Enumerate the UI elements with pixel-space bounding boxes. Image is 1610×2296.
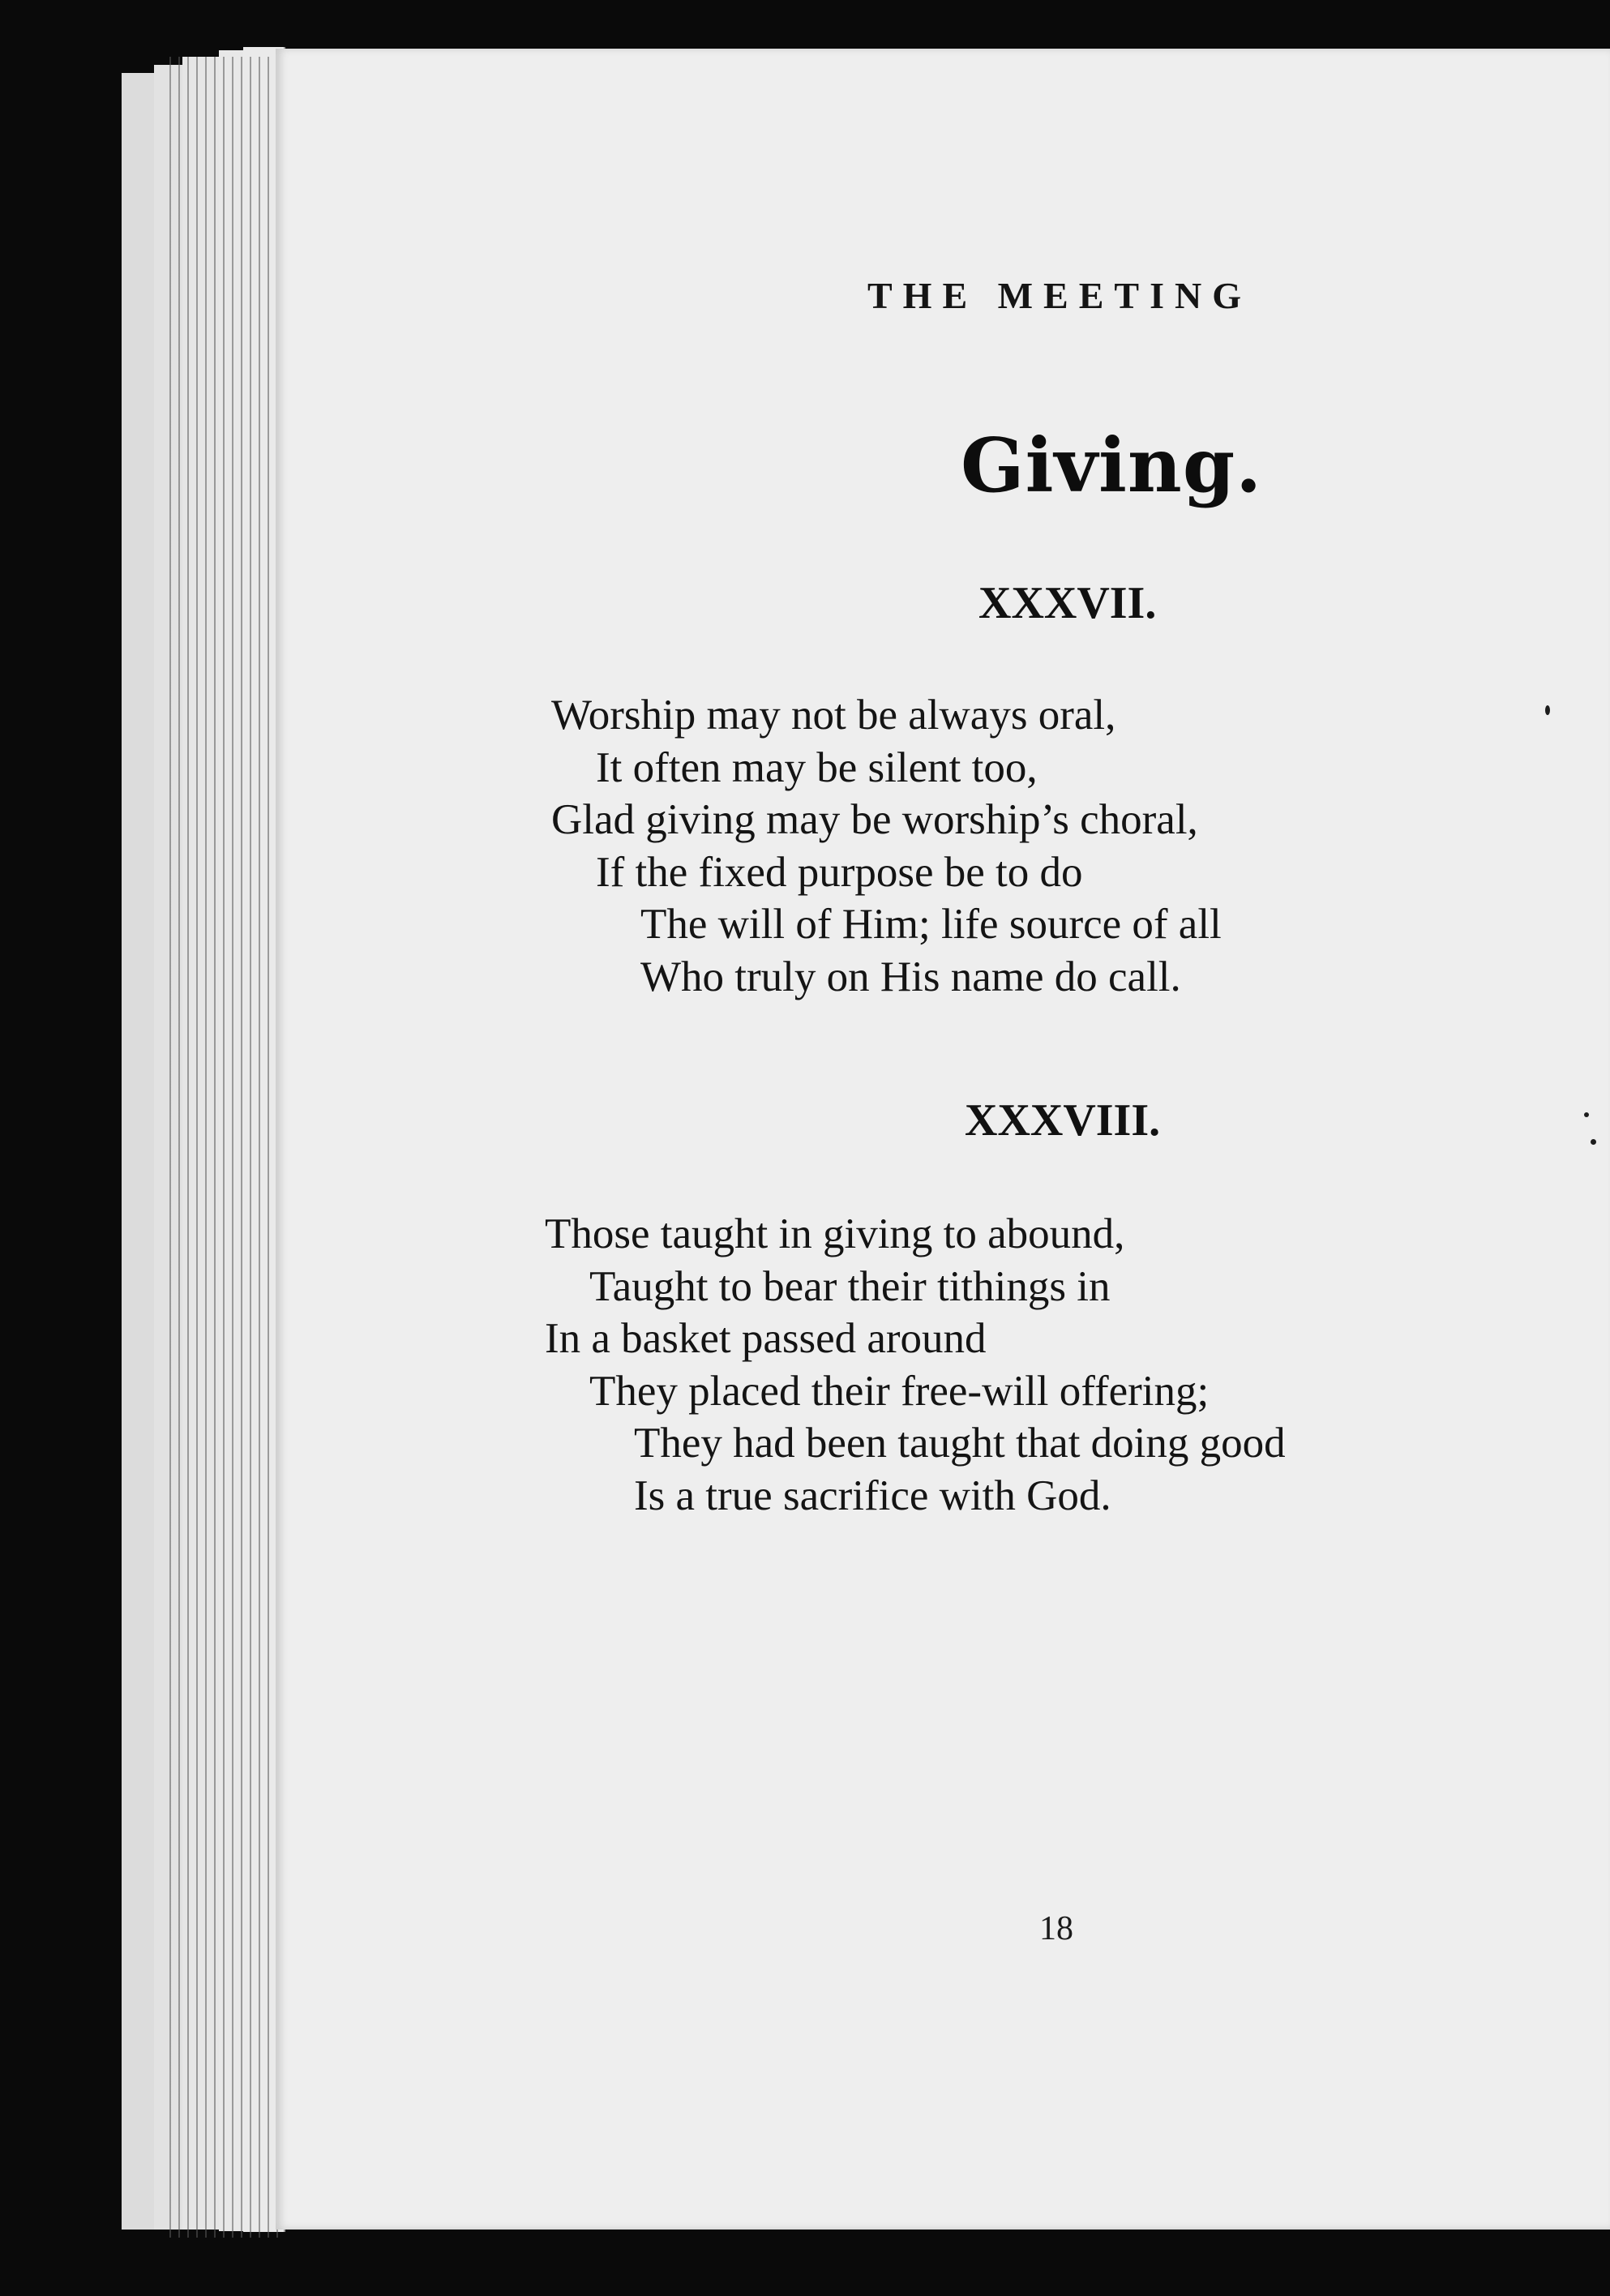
scan-speck: [1545, 705, 1550, 715]
page-edge-lines: [162, 57, 284, 2238]
verse-line: Worship may not be always oral,: [551, 692, 1116, 739]
running-head: THE MEETING: [867, 275, 1252, 316]
verse-line: They placed their free-will offering;: [589, 1367, 1210, 1415]
verse-line: Taught to bear their tithings in: [589, 1262, 1111, 1310]
scan-speck: [1591, 1139, 1596, 1145]
stanza-number: XXXVIII.: [965, 1095, 1161, 1146]
stanza: [551, 689, 1222, 1003]
verse-line: Glad giving may be worship’s choral,: [551, 796, 1198, 843]
section-title: Giving.: [961, 422, 1263, 509]
verse-line: The will of Him; life source of all: [640, 901, 1222, 948]
verse-line: In a basket passed around: [545, 1315, 987, 1362]
page-number: 18: [1039, 1910, 1073, 1947]
scan-speck: [1584, 1112, 1589, 1117]
verse-line: They had been taught that doing good: [634, 1420, 1286, 1467]
verse-line: It often may be silent too,: [596, 743, 1038, 791]
stanza: [545, 1208, 1286, 1522]
stanza-number: XXXVII.: [978, 578, 1157, 628]
verse-line: If the fixed purpose be to do: [596, 848, 1083, 896]
verse-line: Who truly on His name do call.: [640, 953, 1181, 1000]
verse-line: Those taught in giving to abound,: [545, 1210, 1125, 1257]
book-page: [276, 49, 1610, 2230]
verse-line: Is a true sacrifice with God.: [634, 1471, 1111, 1519]
